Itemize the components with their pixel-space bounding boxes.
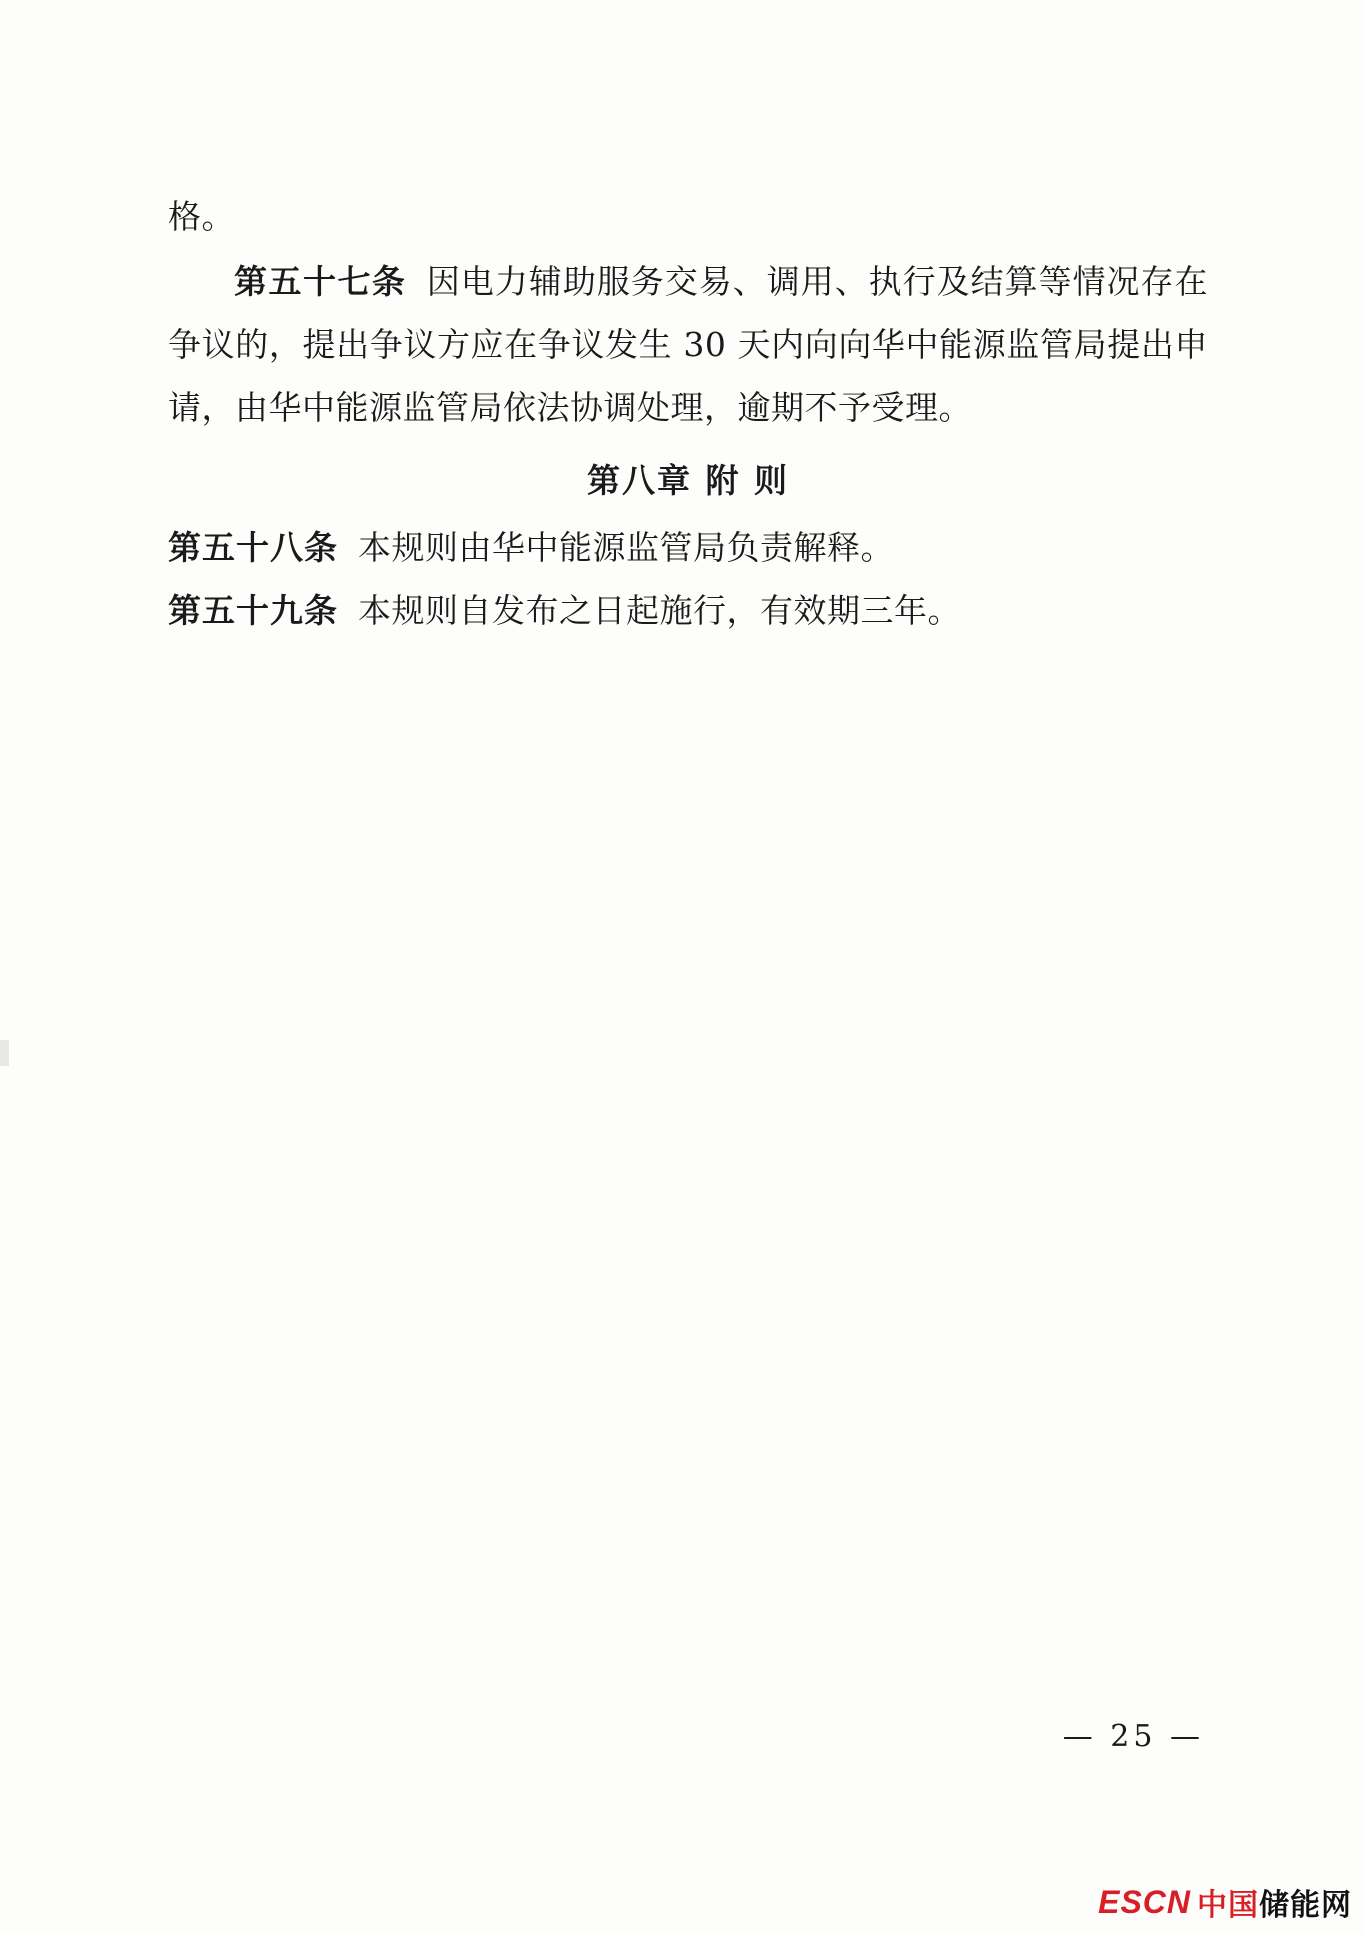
continuation-line: 格。 <box>168 197 235 236</box>
watermark-brand-en: ESCN <box>1098 1883 1191 1920</box>
article-paragraph <box>168 250 1208 439</box>
article-line <box>168 579 1208 642</box>
watermark-brand-cn-black: 储能网 <box>1259 1889 1352 1922</box>
article-label: 第五十八条 <box>168 528 338 567</box>
article-line <box>168 516 1208 579</box>
document-content <box>168 185 1208 642</box>
watermark-brand-cn-red: 中国 <box>1197 1889 1259 1922</box>
article-label: 第五十九条 <box>168 591 338 630</box>
page-edge-mark <box>0 1040 9 1066</box>
article-text: 因电力辅助服务交易、调用、执行及结算等情况存在争议的，提出争议方应在争议发生 30 天内向向华中能源监管局提出申请，由华中能源监管局依法协调处理，逾期不予受理。 <box>168 262 1209 427</box>
watermark <box>1098 1880 1352 1924</box>
page-number: — 25 — <box>1062 1719 1204 1754</box>
article-label: 第五十七条 <box>234 262 407 301</box>
article-text: 本规则由华中能源监管局负责解释。 <box>358 528 894 567</box>
article-text: 本规则自发布之日起施行，有效期三年。 <box>358 591 961 630</box>
chapter-title: 第八章 附 则 <box>587 461 789 500</box>
